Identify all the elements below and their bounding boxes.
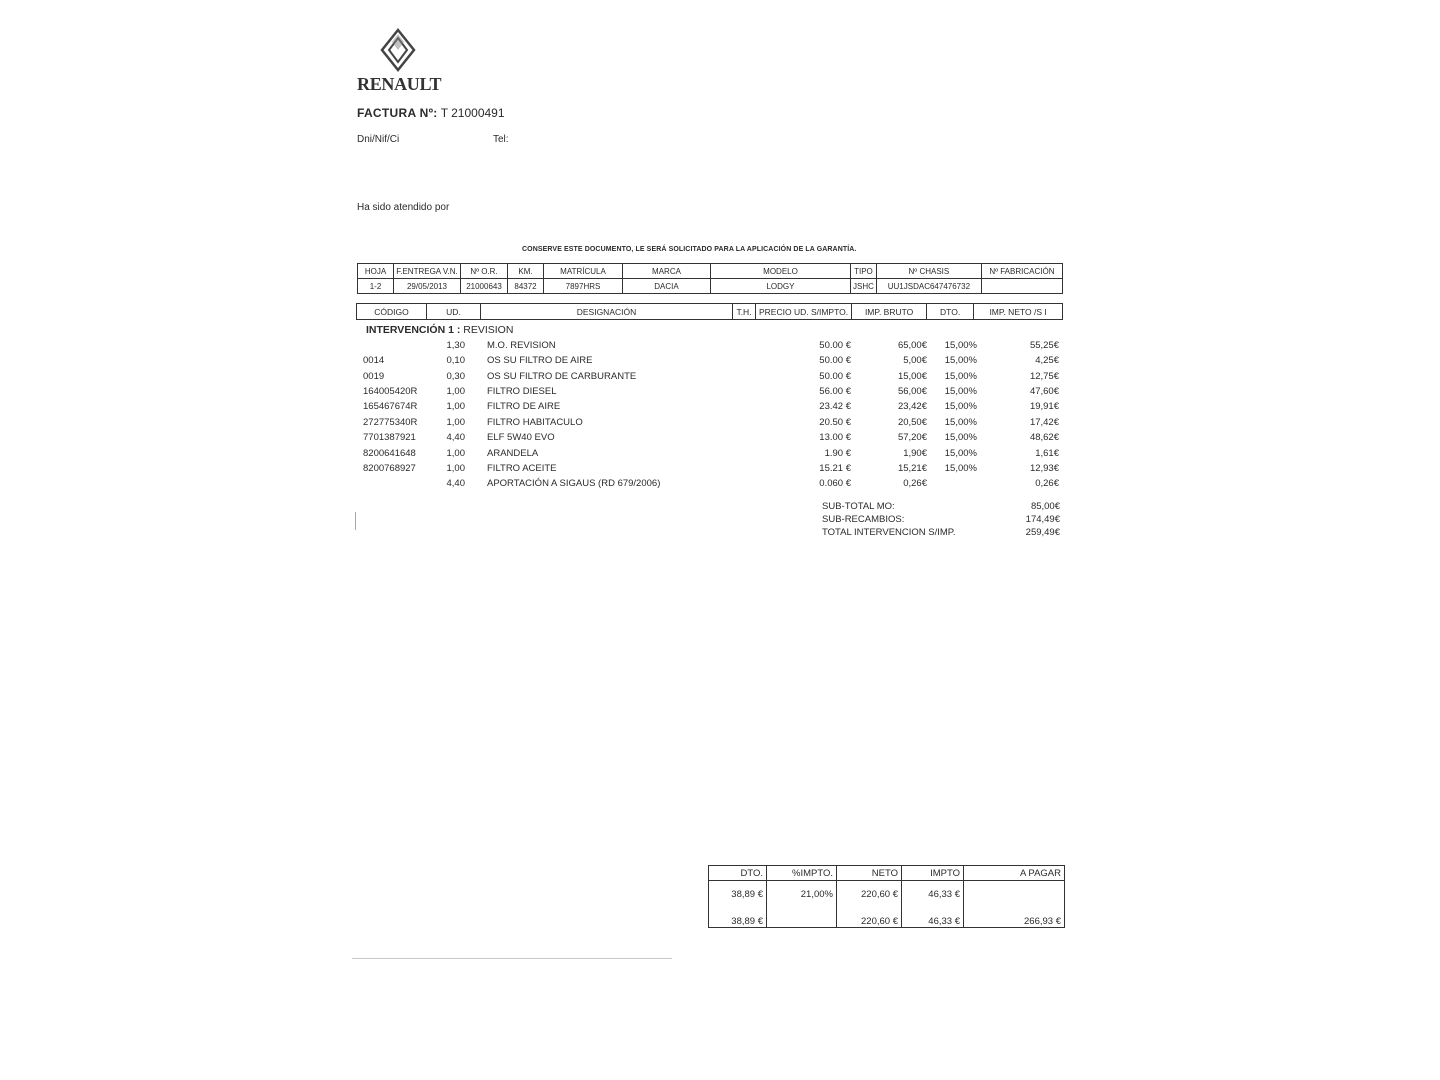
totals-neto-value: 220,60 €: [861, 889, 898, 900]
item-bruto: 56,00€: [897, 386, 927, 397]
item-bruto: 15,00€: [897, 371, 927, 382]
item-code: 0019: [363, 371, 385, 382]
item-dto: 15,00%: [944, 340, 977, 351]
item-row: [0, 463, 1440, 478]
totals-header-cell: IMPTO: [902, 866, 964, 881]
totals-neto-final: 220,60 €: [861, 916, 898, 927]
vehicle-value-cell: LODGY: [711, 279, 851, 294]
item-neto: 12,93€: [1029, 463, 1059, 474]
items-header-row: [357, 304, 1063, 320]
item-bruto: 5,00€: [903, 355, 927, 366]
item-ud: 1,00: [446, 463, 465, 474]
item-dto: 15,00%: [944, 432, 977, 443]
items-header-cell: UD.: [427, 304, 481, 320]
intervention-name: REVISION: [463, 324, 514, 336]
item-bruto: 1,90€: [903, 448, 927, 459]
item-bruto: 57,20€: [897, 432, 927, 443]
item-price: 1.90 €: [824, 448, 851, 459]
item-row: [0, 371, 1440, 386]
item-dto: 15,00%: [944, 417, 977, 428]
item-dto: 15,00%: [944, 371, 977, 382]
vehicle-header-cell: Nº FABRICACIÓN: [981, 264, 1062, 279]
item-dto: 15,00%: [944, 401, 977, 412]
item-row: [0, 417, 1440, 432]
brand-name: RENAULT: [357, 74, 442, 94]
vehicle-header-cell: HOJA: [358, 264, 394, 279]
totals-dto-value: 38,89 €: [731, 889, 763, 900]
invoice-value: T 21000491: [440, 106, 505, 120]
item-row: [0, 355, 1440, 370]
items-header-cell: CÓDIGO: [357, 304, 427, 320]
totals-table: [708, 865, 1065, 928]
item-price: 0.060 €: [819, 478, 851, 489]
vehicle-header-cell: MODELO: [711, 264, 851, 279]
subtotal-label: SUB-TOTAL MO:: [822, 501, 895, 512]
item-desc: FILTRO HABITACULO: [487, 417, 583, 428]
items-header-cell: DTO.: [927, 304, 974, 320]
renault-logo-icon: [378, 28, 418, 76]
items-header-cell: PRECIO UD. S/IMPTO.: [756, 304, 852, 320]
items-header-cell: T.H.: [733, 304, 756, 320]
item-price: 50.00 €: [819, 371, 851, 382]
item-row: [0, 401, 1440, 416]
vehicle-header-cell: MATRÍCULA: [544, 264, 623, 279]
vehicle-header-row: [358, 264, 1063, 279]
vehicle-value-cell: UU1JSDAC647476732: [876, 279, 981, 294]
item-neto: 12,75€: [1029, 371, 1059, 382]
totals-dto-final: 38,89 €: [731, 916, 763, 927]
subtotal-label: TOTAL INTERVENCION S/IMP.: [822, 527, 956, 538]
item-desc: APORTACIÓN A SIGAUS (RD 679/2006): [487, 478, 661, 489]
item-code: 8200641648: [363, 448, 416, 459]
invoice-label: FACTURA Nº:: [357, 106, 438, 120]
item-desc: FILTRO DE AIRE: [487, 401, 561, 412]
vehicle-value-row: [358, 279, 1063, 294]
item-price: 20.50 €: [819, 417, 851, 428]
item-row: [0, 432, 1440, 447]
item-neto: 4,25€: [1035, 355, 1059, 366]
item-bruto: 15,21€: [897, 463, 927, 474]
totals-impto-final: 46,33 €: [928, 916, 960, 927]
intervention-title: INTERVENCIÓN 1 :: [366, 324, 461, 336]
subtotal-label: SUB-RECAMBIOS:: [822, 514, 905, 525]
totals-header-row: [709, 866, 1065, 881]
item-ud: 1,00: [446, 417, 465, 428]
totals-pct-value: 21,00%: [800, 889, 833, 900]
item-ud: 1,00: [446, 401, 465, 412]
item-dto: 15,00%: [944, 355, 977, 366]
item-row: [0, 478, 1440, 493]
vehicle-value-cell: 7897HRS: [544, 279, 623, 294]
item-neto: 17,42€: [1029, 417, 1059, 428]
totals-header-cell: NETO: [837, 866, 902, 881]
item-code: 8200768927: [363, 463, 416, 474]
subtotal-value: 174,49€: [1025, 514, 1060, 525]
subtotal-value: 259,49€: [1025, 527, 1060, 538]
attended-by-label: Ha sido atendido por: [357, 202, 450, 213]
item-neto: 48,62€: [1029, 432, 1059, 443]
item-price: 23.42 €: [819, 401, 851, 412]
item-bruto: 20,50€: [897, 417, 927, 428]
items-header-cell: IMP. NETO /S I: [974, 304, 1063, 320]
totals-pagar-cell: [964, 881, 1065, 928]
vehicle-header-cell: Nº O.R.: [461, 264, 508, 279]
vehicle-table: [357, 263, 1063, 294]
item-neto: 0,26€: [1035, 478, 1059, 489]
intervention-heading: [366, 324, 513, 336]
item-ud: 1,00: [446, 448, 465, 459]
item-dto: 15,00%: [944, 463, 977, 474]
item-code: 164005420R: [363, 386, 418, 397]
item-neto: 1,61€: [1035, 448, 1059, 459]
items-header-table: [356, 303, 1063, 320]
item-desc: OS SU FILTRO DE AIRE: [487, 355, 593, 366]
item-row: [0, 448, 1440, 463]
tel-label: Tel:: [493, 134, 509, 145]
item-code: 0014: [363, 355, 385, 366]
vehicle-header-cell: KM.: [508, 264, 544, 279]
item-dto: 15,00%: [944, 448, 977, 459]
item-dto: 15,00%: [944, 386, 977, 397]
item-price: 13.00 €: [819, 432, 851, 443]
totals-header-cell: DTO.: [709, 866, 767, 881]
item-price: 15.21 €: [819, 463, 851, 474]
vehicle-header-cell: MARCA: [623, 264, 711, 279]
item-neto: 19,91€: [1029, 401, 1059, 412]
item-desc: ELF 5W40 EVO: [487, 432, 555, 443]
totals-impto-cell: [902, 881, 964, 928]
items-header-cell: IMP. BRUTO: [852, 304, 927, 320]
item-desc: ARANDELA: [487, 448, 539, 459]
item-ud: 0,10: [446, 355, 465, 366]
item-bruto: 65,00€: [897, 340, 927, 351]
vehicle-value-cell: [981, 279, 1062, 294]
item-ud: 4,40: [446, 432, 465, 443]
vehicle-value-cell: DACIA: [623, 279, 711, 294]
totals-neto-cell: [837, 881, 902, 928]
totals-pagar-value: 266,93 €: [1024, 916, 1061, 927]
footer-divider: [352, 958, 672, 959]
vehicle-value-cell: 1-2: [358, 279, 394, 294]
item-code: 272775340R: [363, 417, 418, 428]
item-ud: 0,30: [446, 371, 465, 382]
item-ud: 4,40: [446, 478, 465, 489]
item-desc: OS SU FILTRO DE CARBURANTE: [487, 371, 637, 382]
item-desc: M.O. REVISION: [487, 340, 556, 351]
items-header-cell: DESIGNACIÓN: [481, 304, 733, 320]
vehicle-value-cell: 21000643: [461, 279, 508, 294]
dni-label: Dni/Nif/Ci: [357, 134, 400, 145]
totals-body-row: [709, 881, 1065, 928]
item-row: [0, 386, 1440, 401]
item-code: 7701387921: [363, 432, 416, 443]
item-ud: 1,30: [446, 340, 465, 351]
vehicle-value-cell: JSHC: [851, 279, 877, 294]
totals-header-cell: A PAGAR: [964, 866, 1065, 881]
item-neto: 47,60€: [1029, 386, 1059, 397]
item-neto: 55,25€: [1029, 340, 1059, 351]
vehicle-header-cell: F.ENTREGA V.N.: [394, 264, 461, 279]
item-code: 165467674R: [363, 401, 418, 412]
item-ud: 1,00: [446, 386, 465, 397]
totals-dto-cell: [709, 881, 767, 928]
totals-header-cell: %IMPTO.: [767, 866, 837, 881]
totals-impto-value: 46,33 €: [928, 889, 960, 900]
item-desc: FILTRO DIESEL: [487, 386, 557, 397]
totals-pct-cell: [767, 881, 837, 928]
vehicle-value-cell: 29/05/2013: [394, 279, 461, 294]
warranty-notice: CONSERVE ESTE DOCUMENTO, LE SERÁ SOLICITADO PARA LA APLICACIÓN DE LA GARANTÍA.: [522, 246, 857, 253]
item-price: 56.00 €: [819, 386, 851, 397]
item-desc: FILTRO ACEITE: [487, 463, 557, 474]
subtotal-value: 85,00€: [1030, 501, 1060, 512]
vehicle-value-cell: 84372: [508, 279, 544, 294]
item-row: [0, 340, 1440, 355]
vehicle-header-cell: TIPO: [851, 264, 877, 279]
vehicle-header-cell: Nº CHASIS: [876, 264, 981, 279]
item-bruto: 0,26€: [903, 478, 927, 489]
scan-mark: [355, 512, 356, 530]
item-price: 50.00 €: [819, 340, 851, 351]
item-bruto: 23,42€: [897, 401, 927, 412]
item-price: 50.00 €: [819, 355, 851, 366]
invoice-number: [357, 106, 505, 120]
